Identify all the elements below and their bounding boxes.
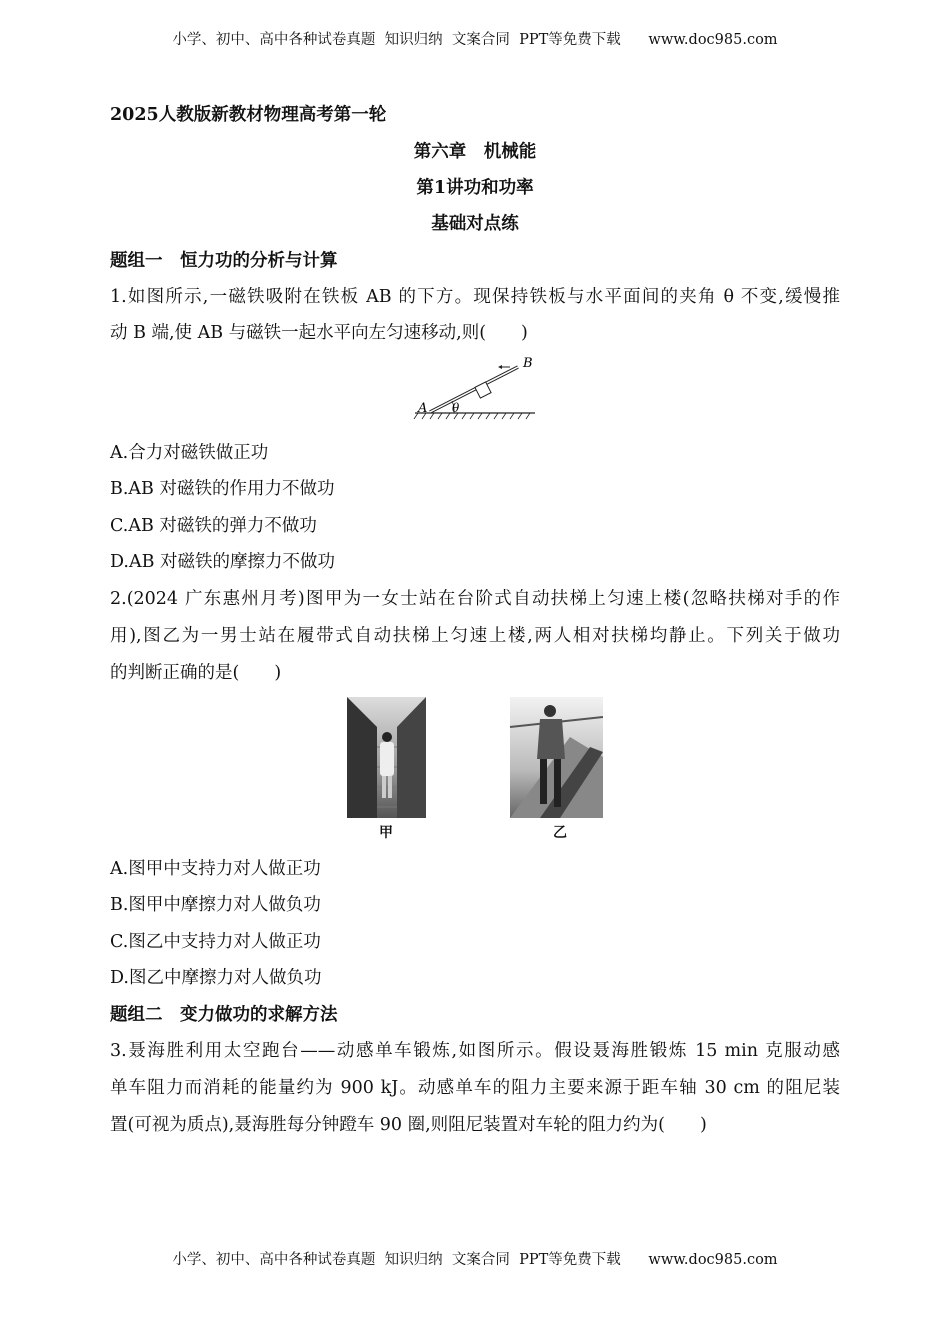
q3-line: 3.聂海胜利用太空跑台——动感单车锻炼,如图所示。假设聂海胜锻炼 15 min 克服动感	[110, 1041, 840, 1061]
page-footer: 小学、初中、高中各种试卷真题 知识归纳 文案合同 PPT等免费下载 www.doc985.com	[172, 1252, 778, 1268]
photo-woman-escalator	[347, 697, 426, 818]
lesson-title: 第1讲功和功率	[416, 178, 534, 198]
q2-option-d: D.图乙中摩擦力对人做负功	[110, 968, 322, 988]
q2-option-b: B.图甲中摩擦力对人做负功	[110, 895, 321, 915]
q2-line: 用),图乙为一男士站在履带式自动扶梯上匀速上楼,两人相对扶梯均静止。下列关于做功	[110, 626, 840, 646]
q2-line: 2.(2024 广东惠州月考)图甲为一女士站在台阶式自动扶梯上匀速上楼(忽略扶梯对手的作	[110, 589, 840, 609]
group1-heading: 题组一 恒力功的分析与计算	[110, 251, 338, 271]
point-a-label: A	[418, 401, 428, 416]
theta-label: θ	[452, 401, 460, 415]
q1-line: 1.如图所示,一磁铁吸附在铁板 AB 的下方。现保持铁板与水平面间的夹角 θ 不变,缓慢推	[110, 287, 840, 307]
q1-line: 动 B 端,使 AB 与磁铁一起水平向左匀速移动,则( )	[110, 323, 528, 343]
point-b-label: B	[523, 356, 533, 371]
group2-heading: 题组二 变力做功的求解方法	[110, 1005, 338, 1025]
photo-man-escalator	[510, 697, 603, 818]
photo-caption-yi: 乙	[553, 825, 567, 841]
page-header: 小学、初中、高中各种试卷真题 知识归纳 文案合同 PPT等免费下载 www.doc985.com	[172, 32, 778, 48]
q1-option-c: C.AB 对磁铁的弹力不做功	[110, 516, 317, 536]
q3-line: 置(可视为质点),聂海胜每分钟蹬车 90 圈,则阻尼装置对车轮的阻力约为( )	[110, 1115, 707, 1135]
q2-line: 的判断正确的是( )	[110, 663, 282, 683]
q3-line: 单车阻力而消耗的能量约为 900 kJ。动感单车的阻力主要来源于距车轴 30 cm 的阻尼装	[110, 1078, 840, 1098]
photo-caption-jia: 甲	[379, 825, 393, 841]
doc-title: 2025人教版新教材物理高考第一轮	[110, 105, 387, 125]
q1-option-d: D.AB 对磁铁的摩擦力不做功	[110, 552, 336, 572]
q1-option-a: A.合力对磁铁做正功	[110, 443, 269, 463]
section-title: 基础对点练	[431, 214, 519, 234]
q1-figure-incline	[410, 350, 540, 422]
q2-option-c: C.图乙中支持力对人做正功	[110, 932, 321, 952]
q1-option-b: B.AB 对磁铁的作用力不做功	[110, 479, 335, 499]
chapter-title: 第六章 机械能	[413, 142, 537, 162]
q2-option-a: A.图甲中支持力对人做正功	[110, 859, 321, 879]
